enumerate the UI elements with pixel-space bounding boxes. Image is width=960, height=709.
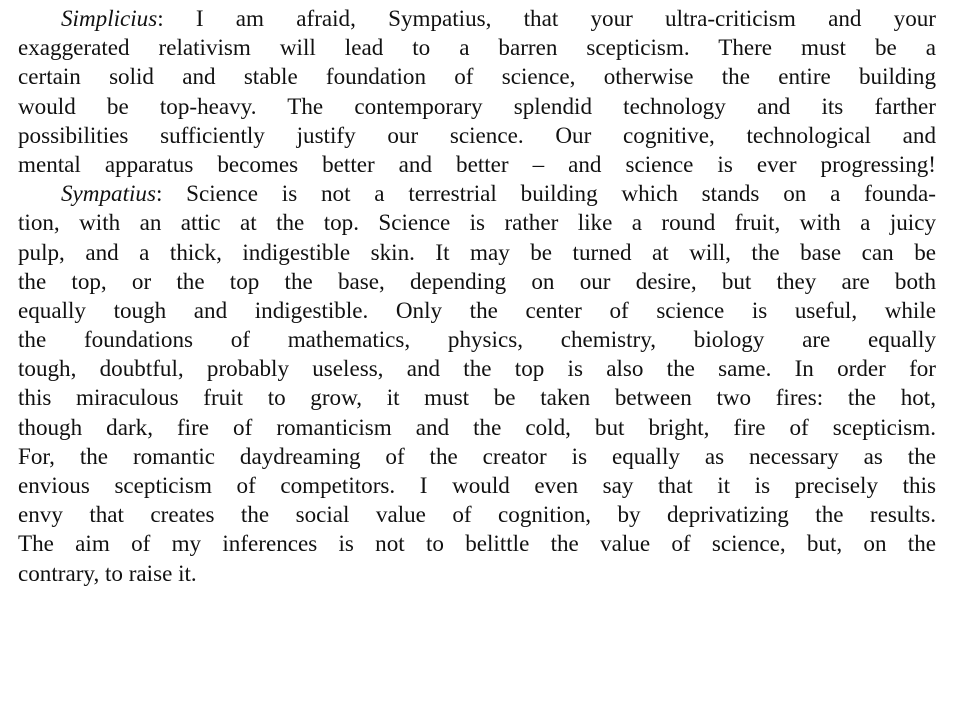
text-line: exaggerated relativism will lead to a barren scepticism. There must be a [18, 34, 936, 61]
document-page [18, 4, 936, 588]
text-line: would be top-heavy. The contemporary splendid technology and its farther [18, 92, 936, 119]
text-line [18, 4, 936, 33]
text-line: though dark, fire of romanticism and the cold, but bright, fire of scepticism. [18, 413, 936, 440]
text-line: contrary, to raise it. [18, 559, 197, 586]
text-line: the foundations of mathematics, physics, chemistry, biology are equally [18, 326, 936, 353]
speaker-name: Simplicius [61, 5, 158, 31]
paragraph-sympatius [18, 179, 936, 588]
text-line: The aim of my inferences is not to belittle the value of science, but, on the [18, 530, 936, 557]
text-line: tion, with an attic at the top. Science is rather like a round fruit, with a juicy [18, 209, 936, 236]
text-line: envious scepticism of competitors. I would even say that it is precisely this [18, 472, 936, 498]
text-line: tough, doubtful, probably useless, and the top is also the same. In order for [18, 355, 936, 382]
text-line: the top, or the top the base, depending on our desire, but they are both [18, 267, 936, 294]
text-line [18, 179, 936, 208]
text-line: equally tough and indigestible. Only the center of science is useful, while [18, 296, 936, 323]
text-line: For, the romantic daydreaming of the creator is equally as necessary as the [18, 442, 936, 469]
text-line: mental apparatus becomes better and better – and science is ever progressing! [18, 150, 936, 177]
line-text: : Science is not a terrestrial building which stands on a founda- [155, 180, 936, 207]
line-text: : I am afraid, Sympatius, that your ultra-criticism and your [157, 5, 936, 31]
text-line: envy that creates the social value of cognition, by deprivatizing the results. [18, 501, 936, 528]
text-line: possibilities sufficiently justify our science. Our cognitive, technological and [18, 121, 936, 148]
speaker-name: Sympatius [61, 180, 156, 207]
text-line: certain solid and stable foundation of science, otherwise the entire building [18, 63, 936, 90]
text-line: this miraculous fruit to grow, it must be taken between two fires: the hot, [18, 384, 936, 411]
paragraph-simplicius [18, 4, 936, 179]
text-line: pulp, and a thick, indigestible skin. It may be turned at will, the base can be [18, 238, 936, 265]
